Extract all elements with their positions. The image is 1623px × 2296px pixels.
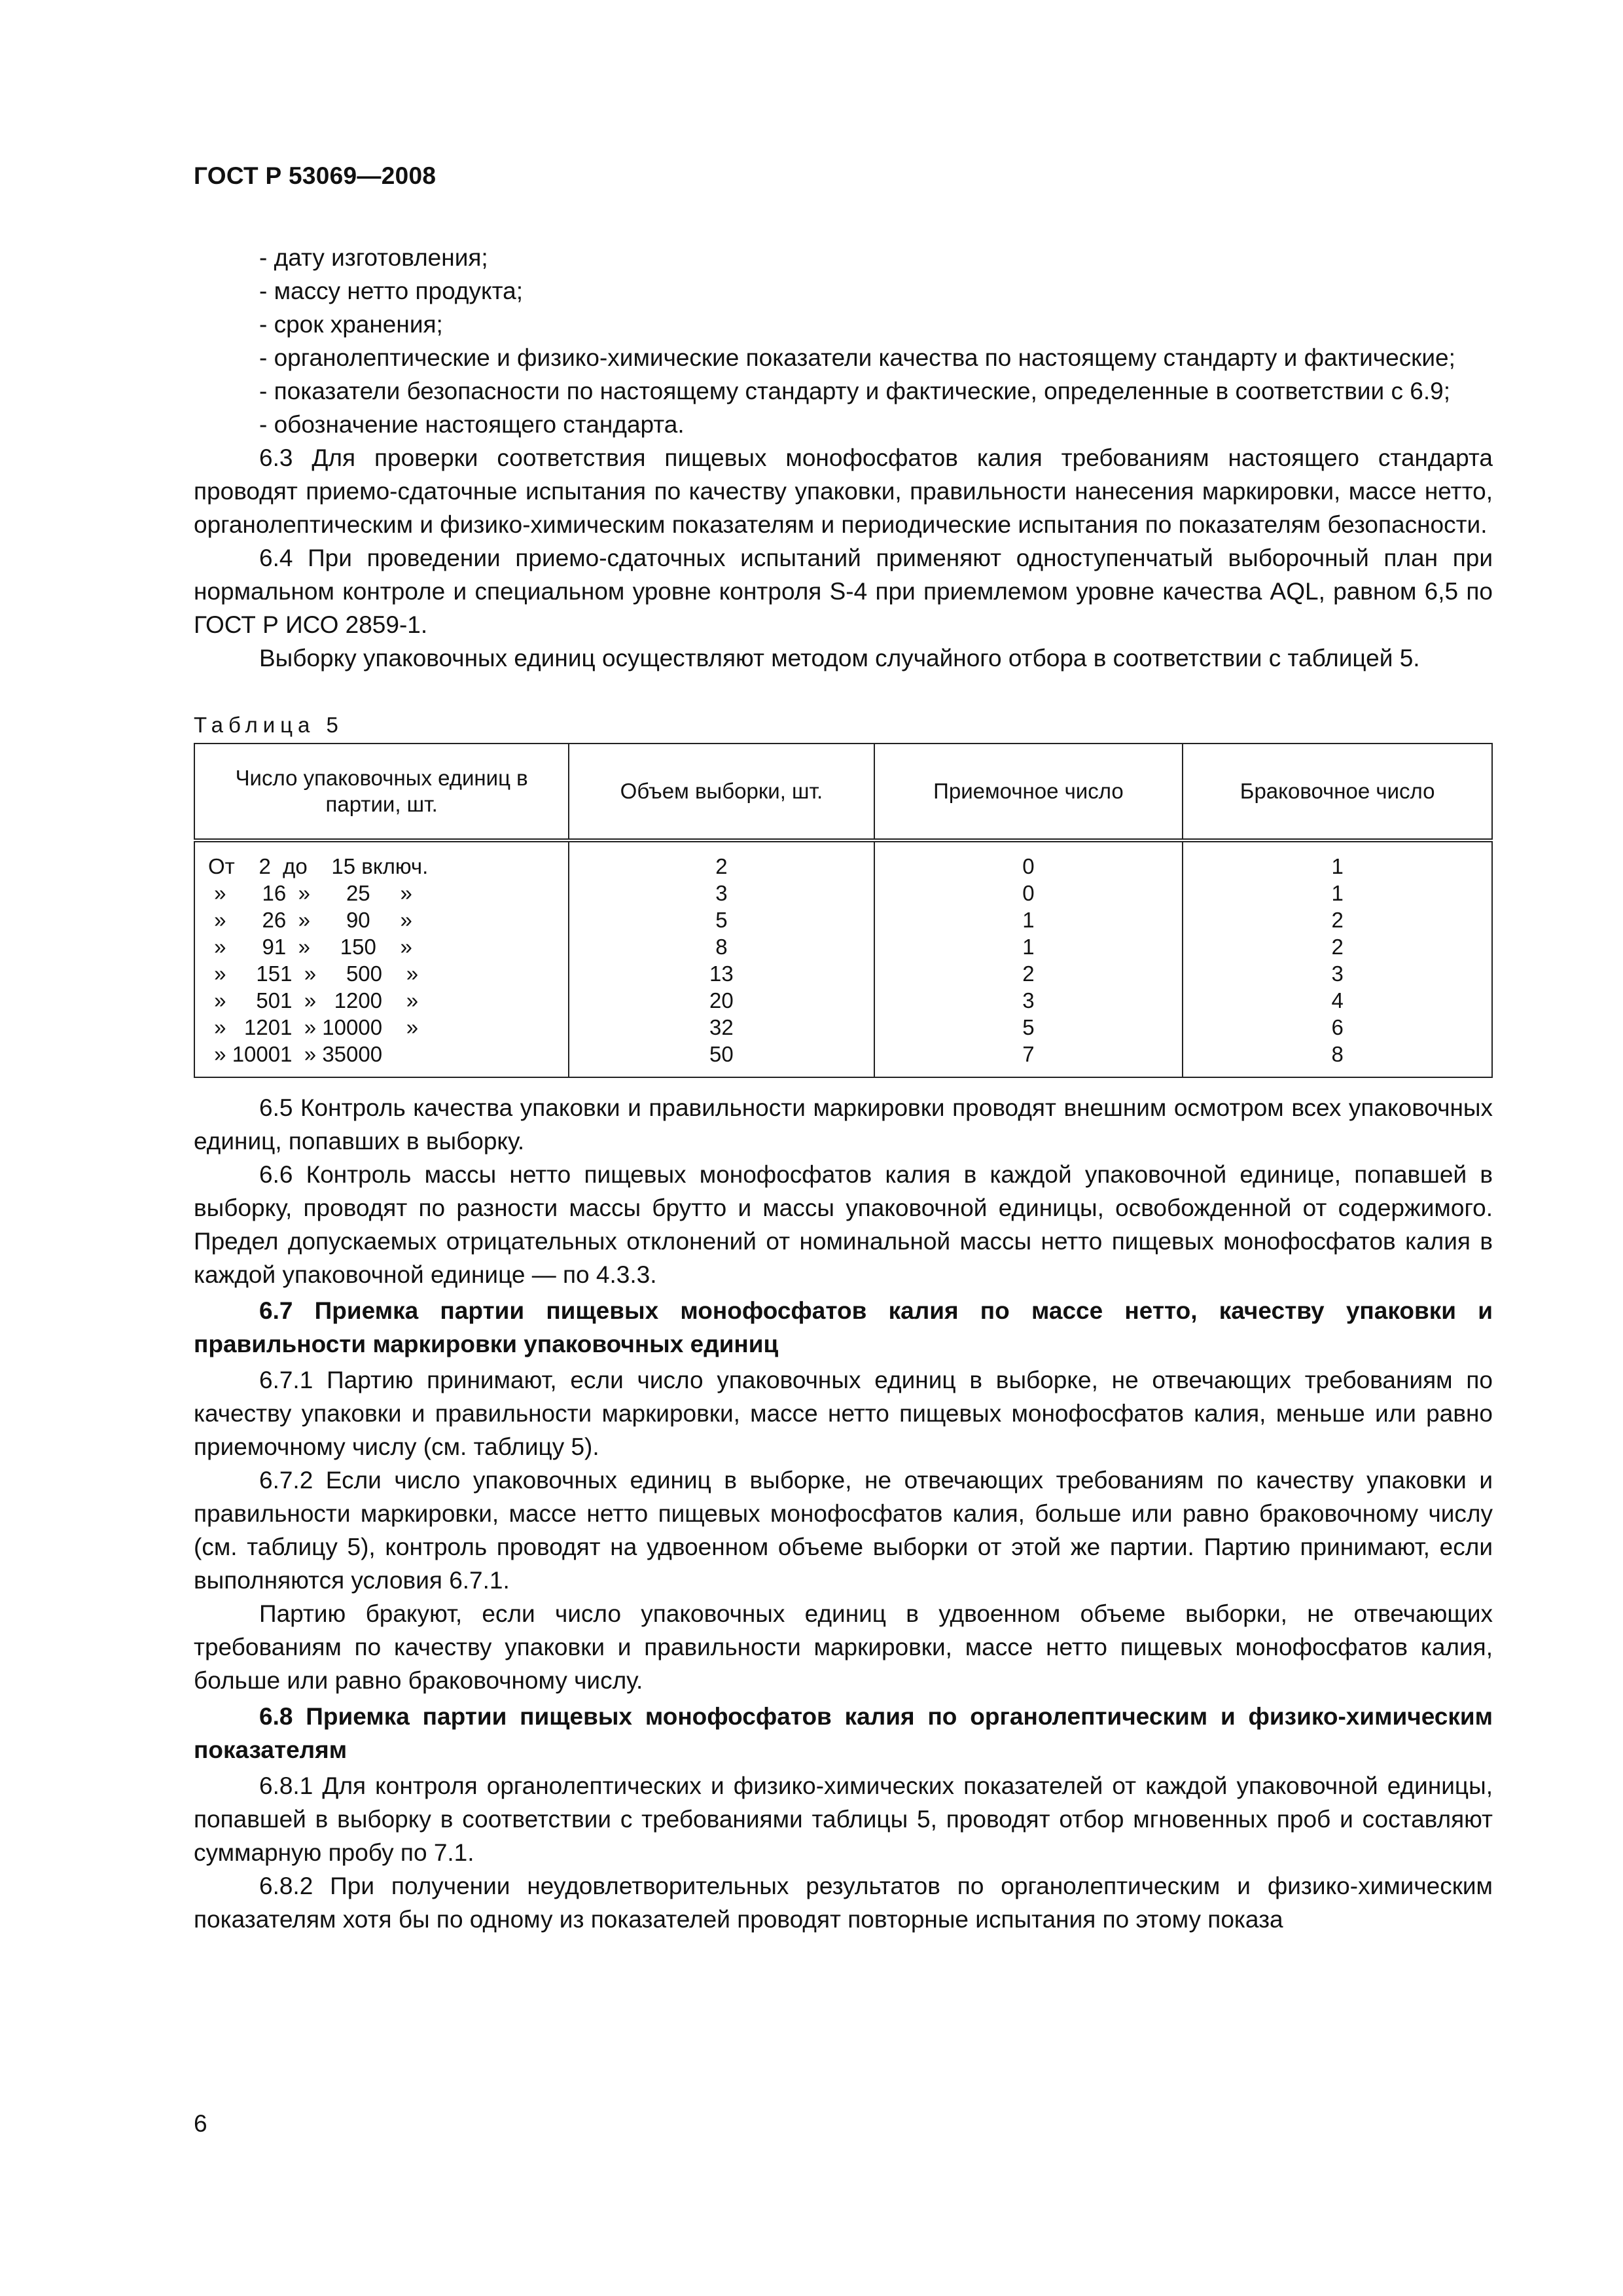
cell-acceptance-number: 5 bbox=[874, 1014, 1183, 1041]
paragraph: - срок хранения; bbox=[259, 311, 443, 338]
table-row bbox=[194, 880, 1492, 906]
paragraph: 6.8.2 При получении неудовлетворительных результатов по органолептическим и физико-химическим показателям хотя бы по одному из показателей проводят повторные испытания по этому показа bbox=[194, 1873, 1493, 1933]
cell-rejection-number: 8 bbox=[1183, 1041, 1492, 1077]
table-row bbox=[194, 1014, 1492, 1041]
cell-acceptance-number: 3 bbox=[874, 987, 1183, 1014]
cell-sample-size: 13 bbox=[569, 960, 874, 987]
cell-sample-size: 32 bbox=[569, 1014, 874, 1041]
paragraph: - массу нетто продукта; bbox=[259, 278, 523, 304]
column-header-acceptance-number: Приемочное число bbox=[874, 744, 1183, 840]
document-body bbox=[194, 241, 1493, 1936]
paragraph: 6.7.2 Если число упаковочных единиц в выборке, не отвечающих требованиям по качеству упаковки и правильности маркировки, массе нетто пищевых монофосфатов калия, больше или равно браковочному числу (см. таблицу 5), контроль проводят на удвоенном объеме выборки от этой же партии. Партию принимают, если выполняются условия 6.7.1. bbox=[194, 1467, 1493, 1594]
table-row bbox=[194, 960, 1492, 987]
cell-rejection-number: 1 bbox=[1183, 840, 1492, 880]
paragraphs-before-table bbox=[194, 241, 1493, 675]
cell-sample-size: 2 bbox=[569, 840, 874, 880]
cell-rejection-number: 4 bbox=[1183, 987, 1492, 1014]
paragraphs-after-table bbox=[194, 1091, 1493, 1936]
cell-acceptance-number: 1 bbox=[874, 933, 1183, 960]
cell-sample-size: 5 bbox=[569, 906, 874, 933]
paragraph: Партию бракуют, если число упаковочных единиц в удвоенном объеме выборки, не отвечающих требованиям по качеству упаковки и правильности маркировки, массе нетто пищевых монофосфатов калия, больше или равно браковочному числу. bbox=[194, 1600, 1493, 1694]
cell-sample-size: 20 bbox=[569, 987, 874, 1014]
table-row bbox=[194, 840, 1492, 880]
cell-lot-size: » 26 » 90 » bbox=[194, 906, 569, 933]
cell-lot-size: » 501 » 1200 » bbox=[194, 987, 569, 1014]
cell-acceptance-number: 0 bbox=[874, 880, 1183, 906]
paragraph: 6.7.1 Партию принимают, если число упаковочных единиц в выборке, не отвечающих требованиям по качеству упаковки и правильности маркировки, массе нетто пищевых монофосфатов калия, меньше или равно приемочному числу (см. таблицу 5). bbox=[194, 1367, 1493, 1460]
cell-rejection-number: 1 bbox=[1183, 880, 1492, 906]
column-header-rejection-number: Браковочное число bbox=[1183, 744, 1492, 840]
section-heading: 6.8 Приемка партии пищевых монофосфатов калия по органолептическим и физико-химическим показателям bbox=[194, 1703, 1493, 1763]
cell-acceptance-number: 1 bbox=[874, 906, 1183, 933]
cell-rejection-number: 3 bbox=[1183, 960, 1492, 987]
table-row bbox=[194, 906, 1492, 933]
paragraph: 6.4 При проведении приемо-сдаточных испытаний применяют одноступенчатый выборочный план при нормальном контроле и специальном уровне контроля S-4 при приемлемом уровне качества AQL, равном 6,5 по ГОСТ Р ИСО 2859-1. bbox=[194, 545, 1493, 638]
cell-lot-size: От 2 до 15 включ. bbox=[194, 840, 569, 880]
column-header-lot-size: Число упаковочных единиц в партии, шт. bbox=[194, 744, 569, 840]
paragraph: 6.3 Для проверки соответствия пищевых монофосфатов калия требованиям настоящего стандарта проводят приемо-сдаточные испытания по качеству упаковки, правильности нанесения маркировки, массе нетто, органолептическим и физико-химическим показателям и периодические испытания по показателям безопасности. bbox=[194, 444, 1493, 538]
table-caption: Таблица 5 bbox=[194, 713, 344, 737]
table-row bbox=[194, 987, 1492, 1014]
table-row bbox=[194, 933, 1492, 960]
table-header-row bbox=[194, 744, 1492, 840]
cell-acceptance-number: 0 bbox=[874, 840, 1183, 880]
cell-lot-size: » 1201 » 10000 » bbox=[194, 1014, 569, 1041]
sampling-table bbox=[194, 743, 1493, 1078]
cell-lot-size: » 151 » 500 » bbox=[194, 960, 569, 987]
cell-rejection-number: 2 bbox=[1183, 906, 1492, 933]
cell-sample-size: 50 bbox=[569, 1041, 874, 1077]
section-heading: 6.7 Приемка партии пищевых монофосфатов калия по массе нетто, качеству упаковки и правильности маркировки упаковочных единиц bbox=[194, 1297, 1493, 1357]
page-number: 6 bbox=[194, 2110, 207, 2137]
paragraph: 6.8.1 Для контроля органолептических и физико-химических показателей от каждой упаковочной единицы, попавшей в выборку в соответствии с требованиями таблицы 5, проводят отбор мгновенных проб и составляют суммарную пробу по 7.1. bbox=[194, 1772, 1493, 1866]
paragraph: - показатели безопасности по настоящему стандарту и фактические, определенные в соответствии с 6.9; bbox=[259, 378, 1450, 404]
cell-rejection-number: 6 bbox=[1183, 1014, 1492, 1041]
paragraph: 6.5 Контроль качества упаковки и правильности маркировки проводят внешним осмотром всех упаковочных единиц, попавших в выборку. bbox=[194, 1094, 1493, 1155]
cell-acceptance-number: 2 bbox=[874, 960, 1183, 987]
paragraph: - дату изготовления; bbox=[259, 244, 488, 271]
paragraph: 6.6 Контроль массы нетто пищевых монофосфатов калия в каждой упаковочной единице, попавшей в выборку, проводят по разности массы брутто и массы упаковочной единицы, освобожденной от содержимого. Предел допускаемых отрицательных отклонений от номинальной массы нетто пищевых монофосфатов калия в каждой упаковочной единице — по 4.3.3. bbox=[194, 1161, 1493, 1288]
table-row bbox=[194, 1041, 1492, 1077]
cell-rejection-number: 2 bbox=[1183, 933, 1492, 960]
cell-acceptance-number: 7 bbox=[874, 1041, 1183, 1077]
table-body bbox=[194, 840, 1492, 1077]
cell-lot-size: » 10001 » 35000 bbox=[194, 1041, 569, 1077]
paragraph: - обозначение настоящего стандарта. bbox=[259, 411, 685, 438]
cell-lot-size: » 16 » 25 » bbox=[194, 880, 569, 906]
cell-sample-size: 3 bbox=[569, 880, 874, 906]
cell-sample-size: 8 bbox=[569, 933, 874, 960]
paragraph: Выборку упаковочных единиц осуществляют методом случайного отбора в соответствии с таблицей 5. bbox=[259, 645, 1420, 672]
document-header: ГОСТ Р 53069—2008 bbox=[194, 162, 437, 189]
paragraph: - органолептические и физико-химические показатели качества по настоящему стандарту и фактические; bbox=[259, 344, 1455, 371]
cell-lot-size: » 91 » 150 » bbox=[194, 933, 569, 960]
column-header-sample-size: Объем выборки, шт. bbox=[569, 744, 874, 840]
